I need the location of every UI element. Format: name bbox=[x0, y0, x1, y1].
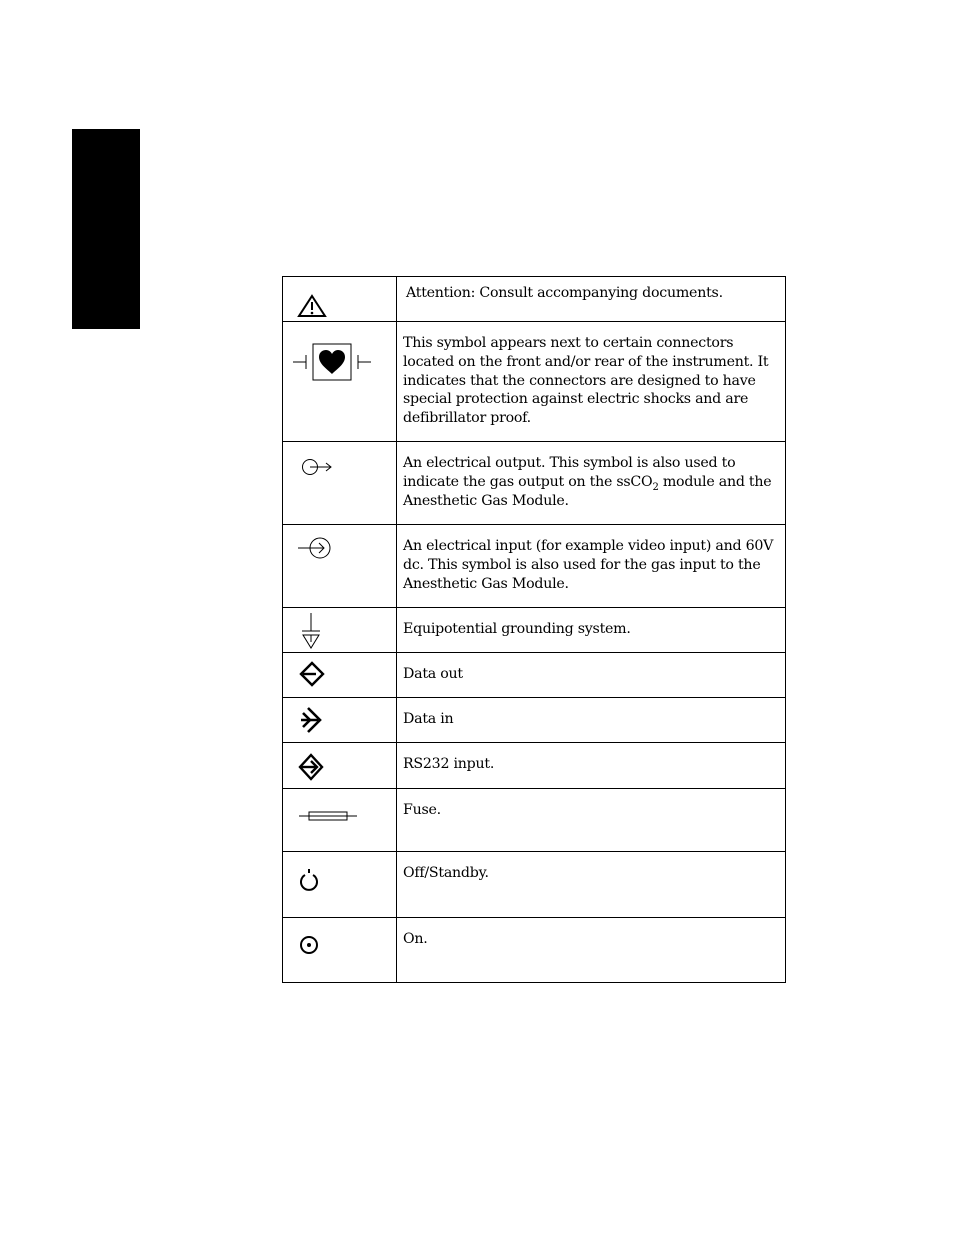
symbol-cell bbox=[283, 322, 397, 442]
table-row bbox=[283, 852, 786, 918]
defibrillator-proof-heart-icon bbox=[291, 342, 375, 382]
symbol-description: Off/Standby. bbox=[397, 852, 786, 918]
table-row bbox=[283, 743, 786, 789]
fuse-icon bbox=[299, 809, 357, 823]
symbol-description: On. bbox=[397, 918, 786, 983]
symbol-cell bbox=[283, 525, 397, 608]
table-row bbox=[283, 322, 786, 442]
data-out-icon bbox=[299, 661, 325, 687]
symbol-cell bbox=[283, 918, 397, 983]
symbol-cell bbox=[283, 653, 397, 698]
symbol-cell bbox=[283, 277, 397, 322]
warning-triangle-icon bbox=[297, 294, 327, 318]
symbol-description: Data out bbox=[397, 653, 786, 698]
table-row bbox=[283, 442, 786, 525]
symbol-table bbox=[282, 276, 786, 983]
rs232-input-icon bbox=[297, 753, 325, 781]
symbol-description: Attention: Consult accompanying documents. bbox=[397, 277, 786, 322]
symbol-cell bbox=[283, 442, 397, 525]
symbol-cell bbox=[283, 852, 397, 918]
symbol-description: Data in bbox=[397, 698, 786, 743]
table-row bbox=[283, 277, 786, 322]
symbol-cell bbox=[283, 743, 397, 789]
symbol-description: RS232 input. bbox=[397, 743, 786, 789]
symbol-description: An electrical input (for example video input) and 60V dc. This symbol is also used for the gas input to the Anesthetic Gas Module. bbox=[397, 525, 786, 608]
table-row bbox=[283, 608, 786, 653]
symbol-description: An electrical output. This symbol is also used to indicate the gas output on the ssCO$_2$ module and the Anesthetic Gas Module. bbox=[397, 442, 786, 525]
symbol-description: Fuse. bbox=[397, 789, 786, 852]
electrical-output-icon bbox=[301, 457, 335, 477]
equipotential-ground-icon bbox=[300, 613, 322, 649]
symbol-cell bbox=[283, 698, 397, 743]
on-icon bbox=[298, 934, 320, 956]
symbol-cell bbox=[283, 608, 397, 653]
symbol-cell bbox=[283, 789, 397, 852]
off-standby-icon bbox=[298, 868, 320, 892]
data-in-icon bbox=[298, 706, 326, 734]
symbol-description: Equipotential grounding system. bbox=[397, 608, 786, 653]
table-row bbox=[283, 525, 786, 608]
symbol-description: This symbol appears next to certain connectors located on the front and/or rear of the instrument. It indicates that the connectors are designed to have special protection against electric shocks and are defibrillator proof. bbox=[397, 322, 786, 442]
table-row bbox=[283, 698, 786, 743]
table-row bbox=[283, 789, 786, 852]
chapter-tab-marker bbox=[72, 129, 140, 329]
table-row bbox=[283, 918, 786, 983]
table-row bbox=[283, 653, 786, 698]
electrical-input-icon bbox=[296, 536, 332, 560]
